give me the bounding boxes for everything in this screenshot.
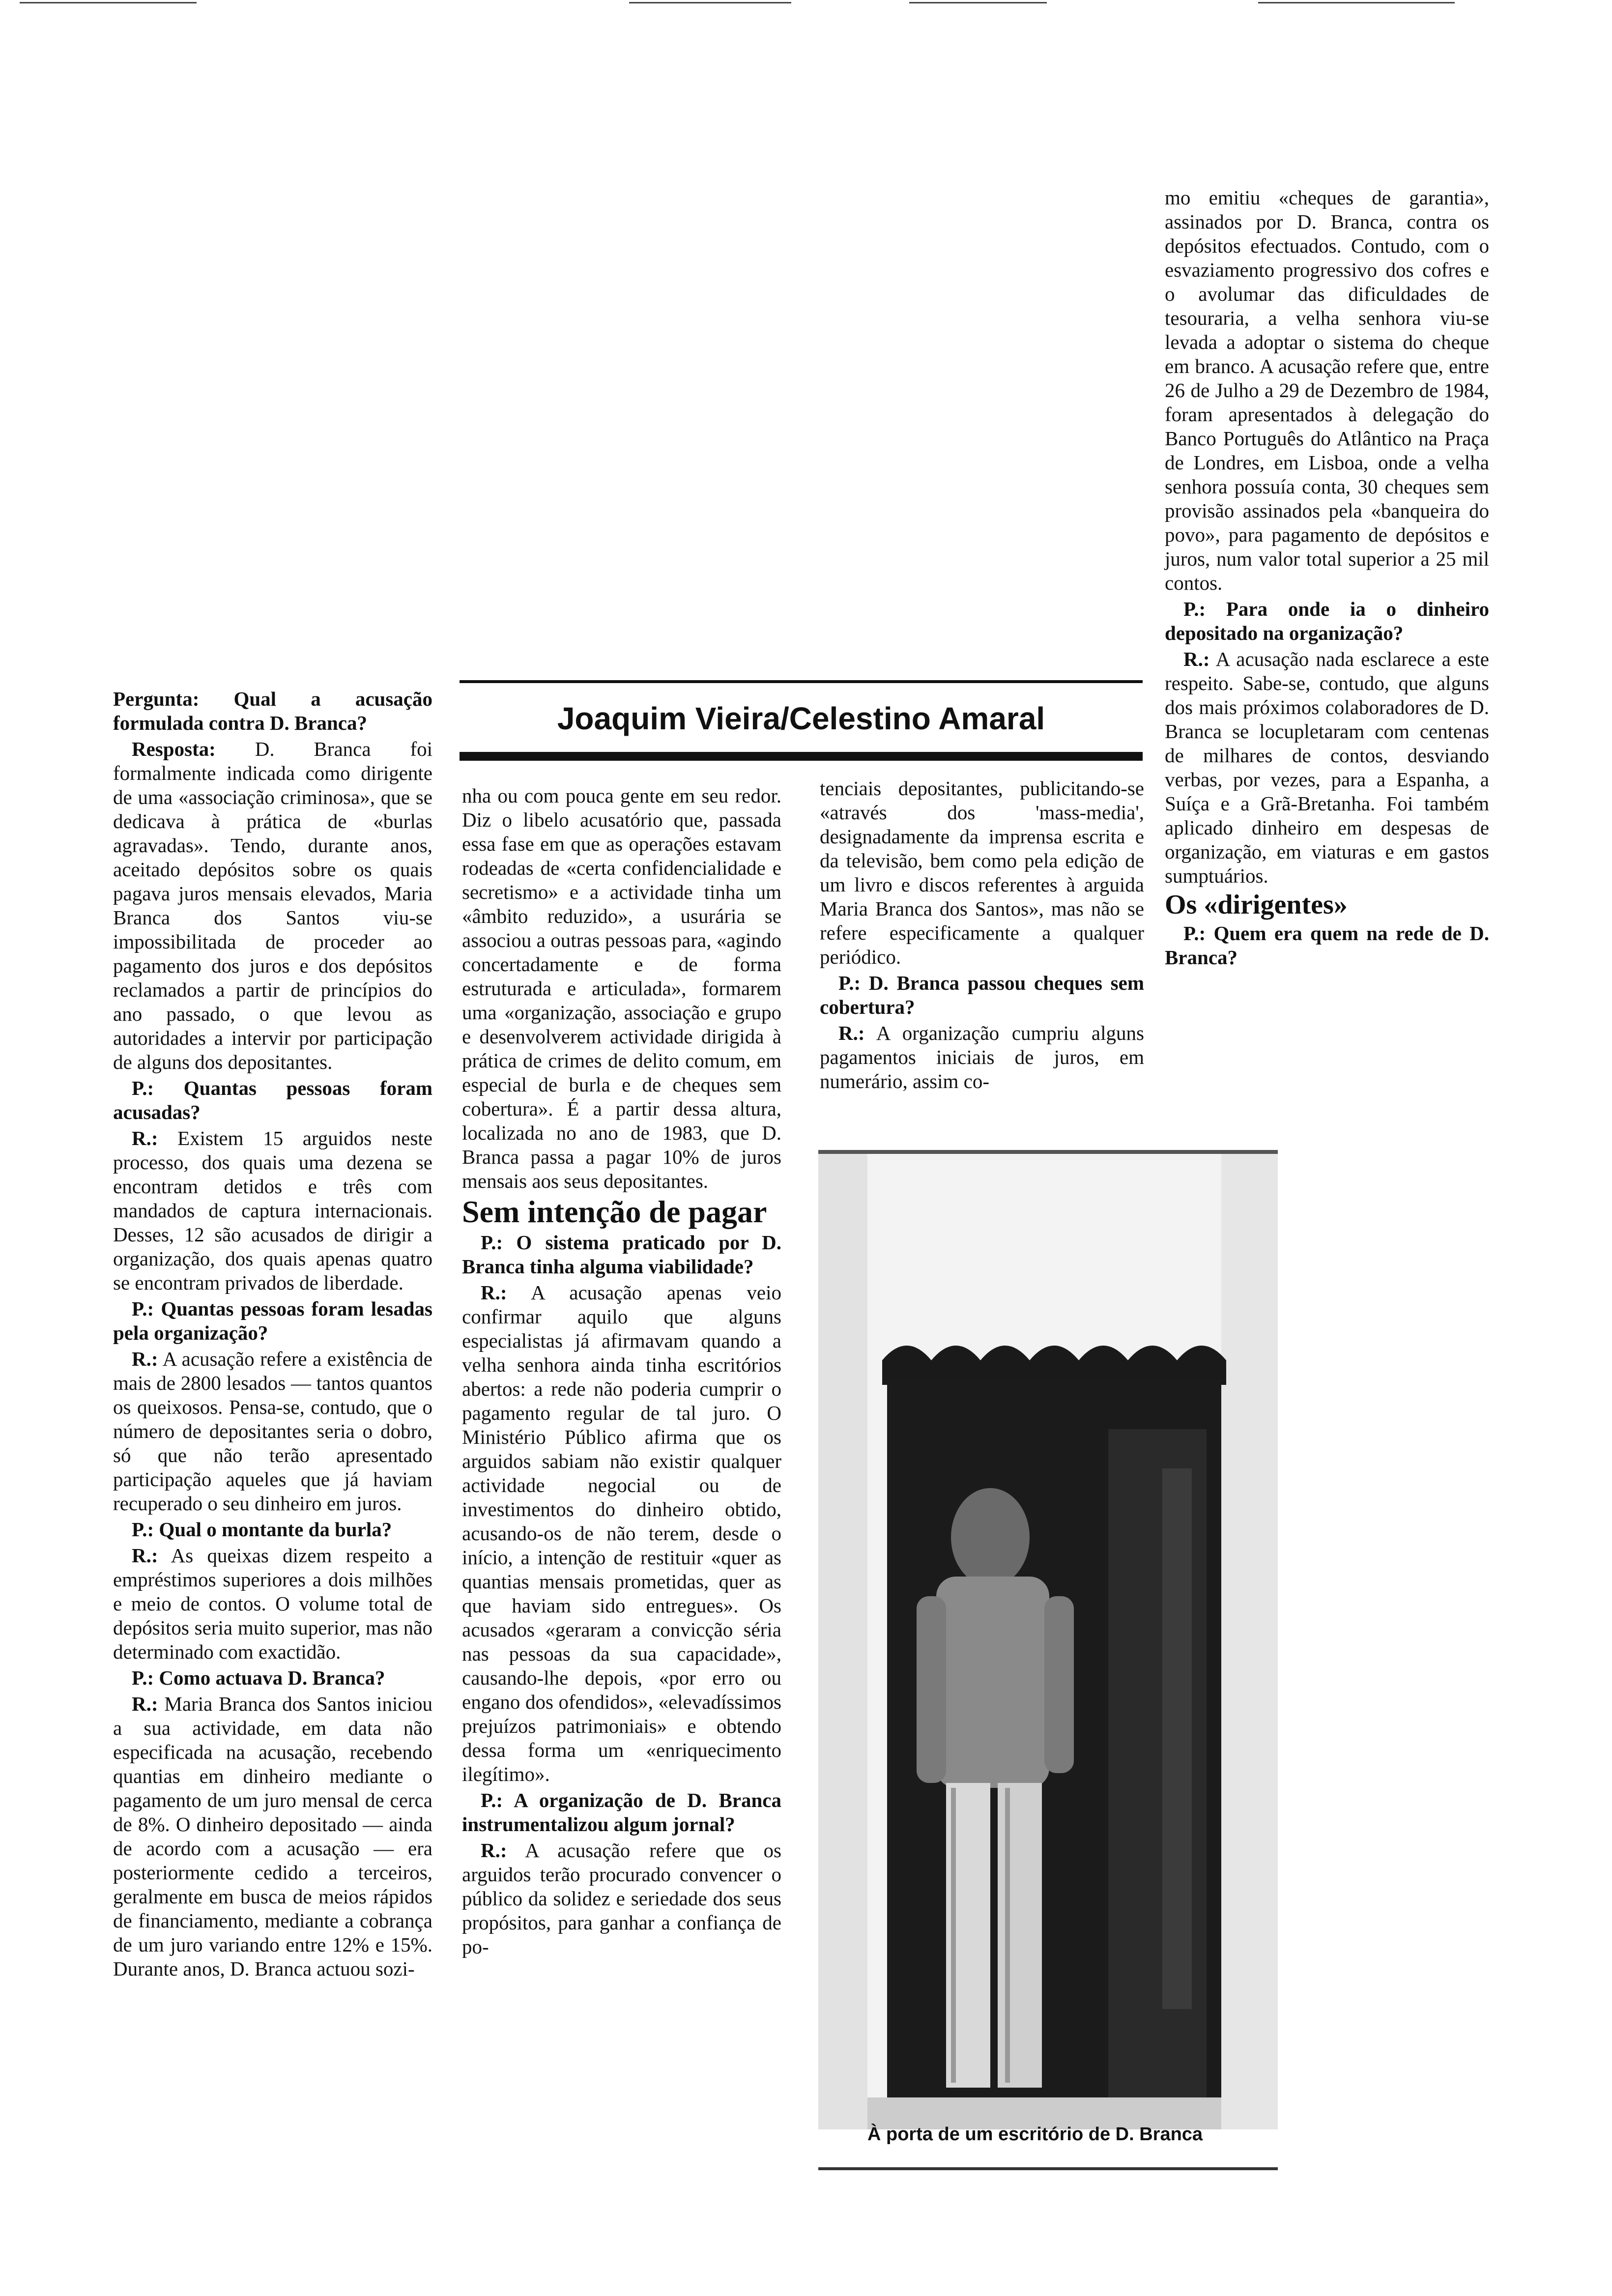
byline-bottom-rule <box>460 752 1143 761</box>
article-column-2 <box>462 784 781 1961</box>
photo-doorway-image <box>818 1154 1278 2129</box>
question: P.: Quantas pessoas foram lesadas pela organização? <box>113 1297 432 1344</box>
question: P.: Para onde ia o dinheiro depositado na organização? <box>1165 598 1489 644</box>
photo-bottom-rule <box>818 2167 1278 2170</box>
question: P.: D. Branca passou cheques sem cobertura? <box>820 972 1144 1018</box>
question: P.: Como actuava D. Branca? <box>132 1666 385 1689</box>
question: P.: Quantas pessoas foram acusadas? <box>113 1077 432 1123</box>
question: P.: O sistema praticado por D. Branca tinha alguma viabilidade? <box>462 1231 781 1278</box>
answer: R.: A organização cumpriu alguns pagamentos iniciais de juros, em numerário, assim co- <box>820 1022 1144 1092</box>
question: P.: Quem era quem na rede de D. Branca? <box>1165 922 1489 969</box>
article-column-4 <box>1165 186 1489 972</box>
byline: Joaquim Vieira/Celestino Amaral <box>557 701 1045 736</box>
top-rule <box>1258 2 1455 3</box>
answer: R.: A acusação nada esclarece a este respeito. Sabe-se, contudo, que alguns dos mais próximos colaboradores de D. Branca se locupletaram com centenas de milhares de contos, desviando verbas, por vezes, para a Espanha, a Suíça e a Grã-Bretanha. Foi também aplicado dinheiro em despesas de organização, em viaturas e em gastos sumptuários. <box>1165 648 1489 887</box>
question: Pergunta: Qual a acusação formulada contra D. Branca? <box>113 688 432 734</box>
paragraph: tenciais depositantes, publicitando-se «através dos 'mass-media', designadamente da imprensa escrita e da televisão, bem como pela edição de um livro e discos referentes à arguida Maria Branca dos Santos», mas não se refere especificamente a qualquer periódico. <box>820 777 1144 968</box>
subheading: Sem intenção de pagar <box>462 1194 767 1229</box>
answer: R.: A acusação refere que os arguidos terão procurado convencer o público da solidez e seriedade dos seus propósitos, para ganhar a confiança de po- <box>462 1839 781 1958</box>
answer: R.: Maria Branca dos Santos iniciou a sua actividade, em data não especificada na acusação, recebendo quantias em dinheiro mediante o pagamento de um juro mensal de cerca de 8%. O dinheiro depositado — ainda de acordo com a acusação — era posteriormente cedido a terceiros, geralmente em busca de meios rápidos de financiamento, mediante a cobrança de um juro variando entre 12% e 15%. Durante anos, D. Branca actuou sozi- <box>113 1693 433 1980</box>
paragraph: nha ou com pouca gente em seu redor. Diz o libelo acusatório que, passada essa fase em que as operações estavam rodeadas de «certa confidencialidade e secretismo» e a actividade tinha um «âmbito reduzido», a usurária se associou a outras pessoas para, «agindo concertadamente e de forma estruturada e articulada», formarem uma «organização, associação e grupo e desenvolverem actividade dirigida à prática de crimes de delito comum, em especial de burla e de cheques sem cobertura». É a partir dessa altura, localizada no ano de 1983, que D. Branca passa a pagar 10% de juros mensais aos seus depositantes. <box>462 784 781 1192</box>
answer: R.: Existem 15 arguidos neste processo, dos quais uma dezena se encontram detidos e três com mandados de captura internacionais. Desses, 12 são acusados de dirigir a organização, dos quais apenas quatro se encontram privados de liberdade. <box>113 1127 432 1294</box>
question: P.: Qual o montante da burla? <box>132 1518 392 1541</box>
answer: R.: As queixas dizem respeito a empréstimos superiores a dois milhões e meio de contos. O volume total de depósitos seria muito superior, mas não determinado com exactidão. <box>113 1544 432 1663</box>
paragraph: mo emitiu «cheques de garantia», assinados por D. Branca, contra os depósitos efectuados. Contudo, com o esvaziamento progressivo dos cofres e o avolumar das dificuldades de tesouraria, a velha senhora viu-se levada a adoptar o sistema do cheque em branco. A acusação refere que, entre 26 de Julho a 29 de Dezembro de 1984, foram apresentados à delegação do Banco Português do Atlântico na Praça de Londres, em Lisboa, onde a velha senhora possuía conta, 30 cheques sem provisão assinados pela «banqueira do povo», para pagamento de depósitos e juros, num valor total superior a 25 mil contos. <box>1165 186 1489 594</box>
article-column-1 <box>113 687 432 1983</box>
top-rule <box>909 2 1047 3</box>
answer: Resposta: D. Branca foi formalmente indicada como dirigente de uma «associação criminosa», que se dedicava à prática de «burlas agravadas». Tendo, durante anos, aceitado depósitos sobre os quais pagava juros mensais elevados, Maria Branca dos Santos viu-se impossibilitada de proceder ao pagamento dos juros e dos depósitos reclamados a partir de princípios do ano passado, o que levou as autoridades a intervir por participação de alguns dos depositantes. <box>113 738 432 1073</box>
answer: R.: A acusação apenas veio confirmar aquilo que alguns especialistas já afirmavam quando a velha senhora ainda tinha escritórios abertos: a rede não poderia cumprir o pagamento regular de tal juro. O Ministério Público afirma que os arguidos sabiam não existir qualquer actividade negocial ou de investimentos do dinheiro obtido, acusando-os de não terem, desde o início, a intenção de restituir «quer as quantias mensais prometidas, quer as que haviam sido entregues». Os acusados «geraram a convicção séria nas pessoas da sua capacidade», causando-lhe depois, «por erro ou engano dos ofendidos», «elevadíssimos prejuízos patrimoniais» e obtendo dessa forma um «enriquecimento ilegítimo». <box>462 1281 781 1785</box>
top-rule <box>629 2 791 3</box>
answer: R.: A acusação refere a existência de mais de 2800 lesados — tantos quantos os queixosos. Pensa-se, contudo, que o número de depositantes seria o dobro, só que não terão apresentado participação aqueles que já haviam recuperado o seu dinheiro em juros. <box>113 1348 432 1515</box>
top-rule <box>20 2 197 3</box>
photo <box>818 1150 1278 2129</box>
byline-top-rule <box>460 680 1143 683</box>
question: P.: A organização de D. Branca instrumentalizou algum jornal? <box>462 1789 781 1836</box>
photo-caption: À porta de um escritório de D. Branca <box>867 2124 1203 2145</box>
article-column-3 <box>820 776 1144 1095</box>
subheading: Os «dirigentes» <box>1165 890 1348 920</box>
